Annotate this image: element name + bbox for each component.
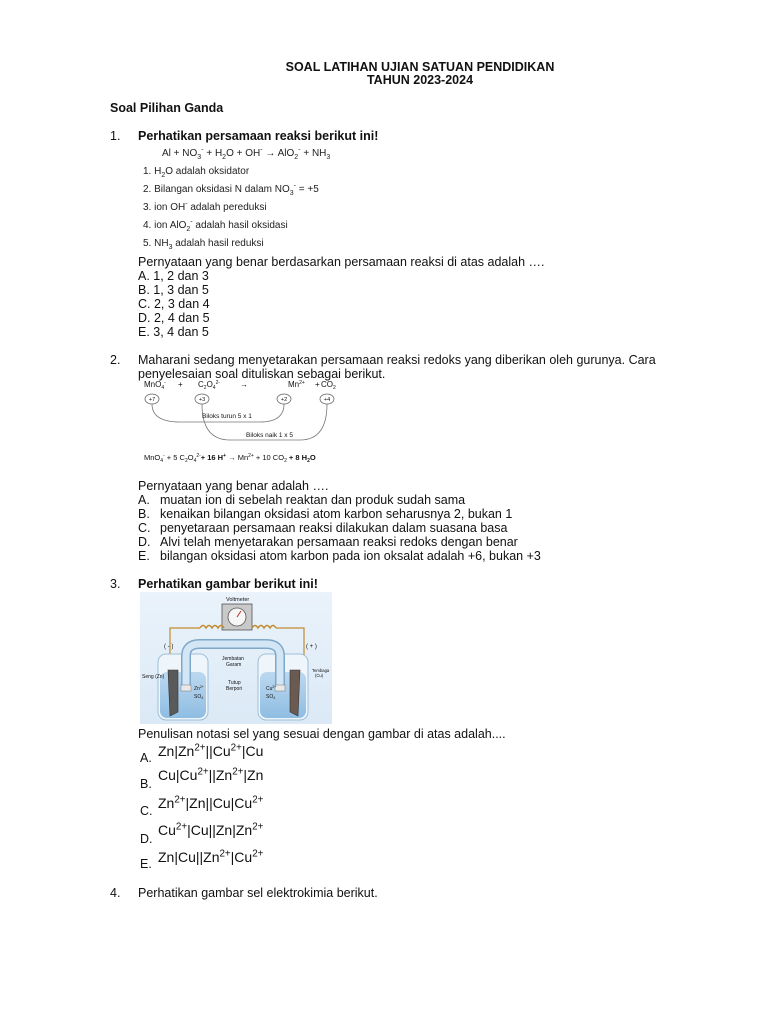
label-biloks-naik: Biloks naik 1 x 5 bbox=[246, 432, 293, 439]
q3-option-b-letter[interactable]: B. bbox=[140, 777, 152, 791]
document-title: SOAL LATIHAN UJIAN SATUAN PENDIDIKAN bbox=[285, 60, 555, 74]
electrochemical-cell-figure bbox=[140, 592, 332, 724]
option-letter: E. bbox=[138, 549, 150, 563]
option-text: Alvi telah menyetarakan persamaan reaksi redoks dengan benar bbox=[160, 535, 518, 549]
q2-option-d[interactable] bbox=[138, 535, 518, 549]
q3-option-c[interactable]: $Zn^{2+}|Zn||Cu|Cu^{2+}$ bbox=[158, 794, 264, 811]
q4-prompt: Perhatikan gambar sel elektrokimia berikut. bbox=[138, 886, 378, 900]
q3-option-e[interactable]: $Zn|Cu||Zn^{2+}|Cu^{2+}$ bbox=[158, 848, 264, 865]
q3-option-a[interactable]: $Zn|Zn^{2+}||Cu^{2+}|Cu$ bbox=[158, 742, 264, 759]
q2-option-a[interactable] bbox=[138, 493, 465, 507]
q1-question: Pernyataan yang benar berdasarkan persamaan reaksi di atas adalah …. bbox=[138, 255, 545, 269]
label-biloks-turun: Biloks turun 5 x 1 bbox=[202, 413, 252, 420]
q2-question: Pernyataan yang benar adalah …. bbox=[138, 479, 329, 493]
q3-option-d-letter[interactable]: D. bbox=[140, 832, 153, 846]
svg-text:Berpori: Berpori bbox=[226, 686, 243, 692]
svg-text:+7: +7 bbox=[148, 397, 156, 403]
label-porous-cap: Tutup bbox=[228, 680, 241, 686]
species-c2o4: $C_2O_4^{2-}$ bbox=[198, 380, 221, 391]
option-text: muatan ion di sebelah reaktan dan produk sudah sama bbox=[160, 493, 466, 507]
species-mn: $Mn^{2+}$ bbox=[288, 380, 305, 389]
q1-statement-4: 4. ion AlO$_2$- adalah hasil oksidasi bbox=[143, 218, 288, 233]
svg-text:SO4: $SO_4$ bbox=[194, 694, 204, 700]
redox-balancing-diagram bbox=[140, 378, 410, 468]
label-minus: ( - ) bbox=[164, 644, 174, 650]
q1-option-d[interactable]: D. 2, 4 dan 5 bbox=[138, 311, 210, 325]
q3-prompt: Perhatikan gambar berikut ini! bbox=[138, 577, 318, 591]
q2-prompt-line2: penyelesaian soal dituliskan sebagai berikut. bbox=[138, 367, 386, 381]
label-zinc: Seng (Zn) bbox=[142, 674, 165, 680]
option-text: kenaikan bilangan oksidasi atom karbon seharusnya 2, bukan 1 bbox=[160, 507, 513, 521]
q1-option-a[interactable]: A. 1, 2 dan 3 bbox=[138, 269, 209, 283]
option-letter: B. bbox=[138, 507, 150, 521]
q1-statement-1: 1. $H_2O$ adalah oksidator bbox=[143, 166, 250, 179]
label-plus: ( + ) bbox=[306, 644, 317, 650]
q1-option-c[interactable]: C. 2, 3 dan 4 bbox=[138, 297, 210, 311]
option-letter: C. bbox=[138, 521, 151, 535]
option-text: penyetaraan persamaan reaksi dilakukan dalam suasana basa bbox=[160, 521, 508, 535]
q1-prompt: Perhatikan persamaan reaksi berikut ini! bbox=[138, 129, 379, 143]
label-zn-ion: $Zn^{2+}$ bbox=[194, 685, 204, 692]
label-salt-bridge: Jembatan bbox=[222, 656, 244, 662]
q1-statement-2: 2. Bilangan oksidasi N dalam $NO_3^- = +5$ bbox=[143, 182, 319, 197]
q2-option-b[interactable] bbox=[138, 507, 512, 521]
species-mno4: MnO$_4$- bbox=[144, 380, 166, 391]
svg-text:+2: +2 bbox=[280, 397, 288, 403]
copper-electrode bbox=[290, 670, 300, 716]
svg-text:→: → bbox=[240, 380, 248, 389]
q3-option-c-letter[interactable]: C. bbox=[140, 804, 153, 818]
q1-option-b[interactable]: B. 1, 3 dan 5 bbox=[138, 283, 209, 297]
q4-number: 4. bbox=[110, 886, 121, 900]
q3-option-d[interactable]: $Cu^{2+}|Cu||Zn|Zn^{2+}$ bbox=[158, 821, 264, 838]
q2-prompt-line1: Maharani sedang menyetarakan persamaan reaksi redoks yang diberikan oleh gurunya. Cara bbox=[138, 353, 656, 367]
final-equation: MnO$_4$- + 5 $C_2O_4^{2-}+ 16$ H+ → $Mn^{2+} + 10$ $CO_2 + 8$ $H_2O$ bbox=[144, 453, 316, 464]
svg-text:+: + bbox=[178, 380, 183, 389]
q3-option-b[interactable]: $Cu|Cu^{2+}||Zn^{2+}|Zn$ bbox=[158, 766, 264, 783]
document-year: TAHUN 2023-2024 bbox=[366, 73, 474, 87]
q3-number: 3. bbox=[110, 577, 121, 591]
svg-text:+4: +4 bbox=[323, 397, 331, 403]
q1-number: 1. bbox=[110, 129, 121, 143]
option-text: bilangan oksidasi atom karbon pada ion oksalat adalah +6, bukan +3 bbox=[160, 549, 541, 563]
svg-text:SO4: $SO_4$ bbox=[266, 694, 276, 700]
svg-text:(Cu): (Cu) bbox=[315, 673, 324, 678]
svg-text:Garam: Garam bbox=[226, 662, 242, 668]
q1-equation: $Al + NO_3^- + H_2O + OH^- \to AlO_2^- + NH_3$ bbox=[162, 146, 331, 161]
svg-text:+3: +3 bbox=[198, 397, 206, 403]
label-cu-ion: $Cu^{2+}$ bbox=[266, 685, 277, 692]
q3-question: Penulisan notasi sel yang sesuai dengan gambar di atas adalah.... bbox=[138, 727, 506, 741]
q1-statement-3: 3. ion OH- adalah pereduksi bbox=[143, 200, 267, 213]
q2-option-c[interactable] bbox=[138, 521, 507, 535]
label-copper: Tembaga bbox=[312, 668, 330, 673]
label-voltmeter: Voltmeter bbox=[226, 597, 250, 603]
species-co2: $CO_2$ bbox=[321, 380, 336, 391]
q3-option-e-letter[interactable]: E. bbox=[140, 857, 152, 871]
q1-option-e[interactable]: E. 3, 4 dan 5 bbox=[138, 325, 209, 339]
option-letter: A. bbox=[138, 493, 150, 507]
option-letter: D. bbox=[138, 535, 151, 549]
q2-number: 2. bbox=[110, 353, 121, 367]
q1-statement-5: 5. $NH_3$ adalah hasil reduksi bbox=[143, 238, 264, 251]
q3-option-a-letter[interactable]: A. bbox=[140, 751, 152, 765]
q2-option-e[interactable] bbox=[138, 549, 541, 563]
section-title: Soal Pilihan Ganda bbox=[110, 101, 224, 115]
zinc-electrode bbox=[168, 670, 178, 716]
svg-text:+: + bbox=[315, 380, 320, 389]
